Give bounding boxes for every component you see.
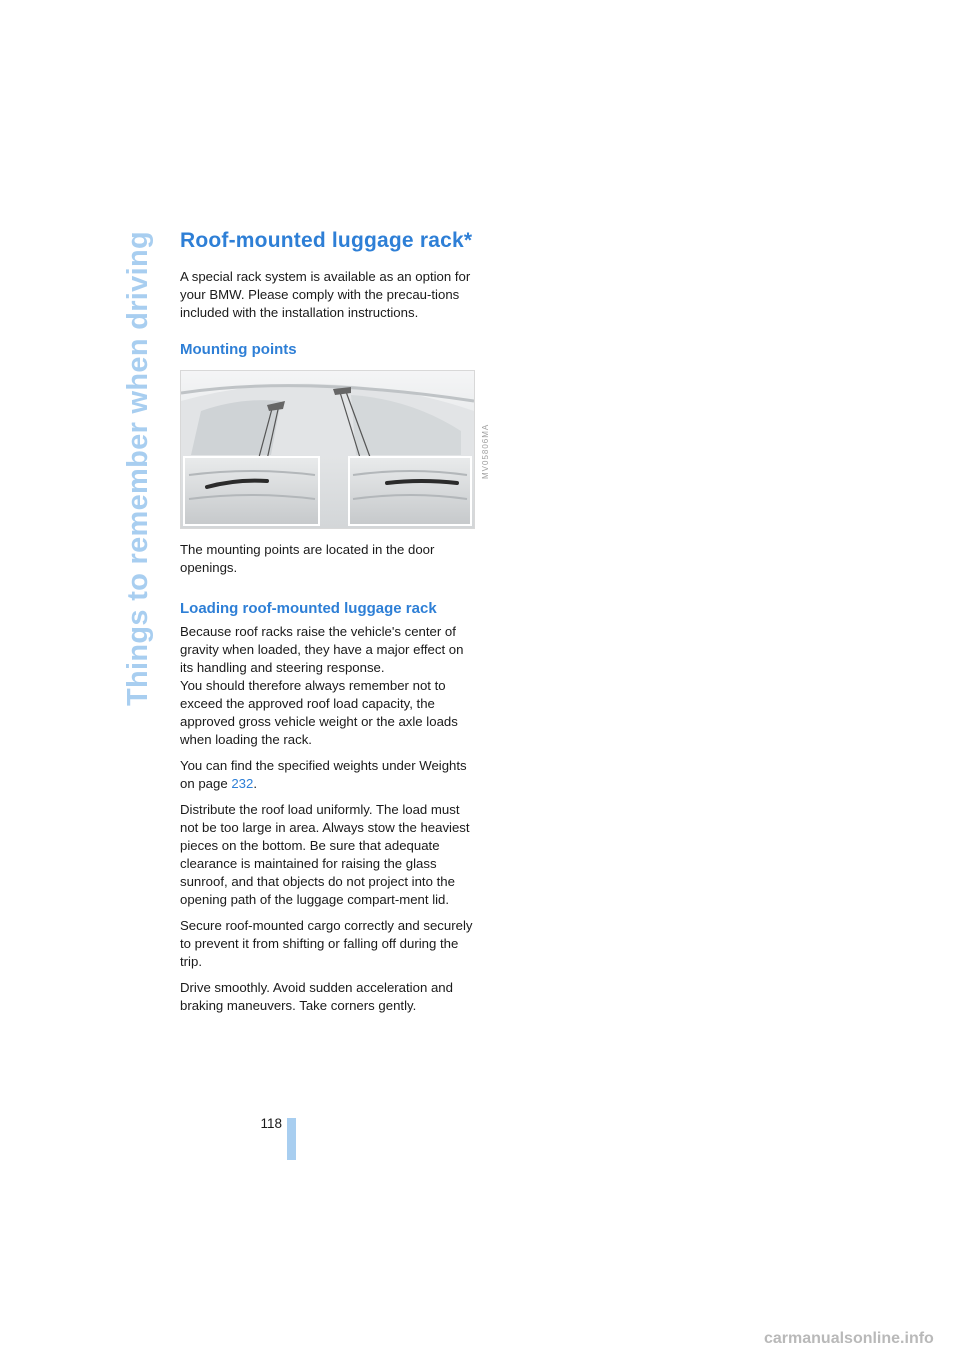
loading-heading: Loading roof-mounted luggage rack [180,600,437,617]
figure-code: MV05806MA [481,423,490,479]
weights-text-end: . [253,776,258,791]
page-232-link[interactable]: 232 [231,776,254,791]
intro-paragraph: A special rack system is available as an option for your BMW. Please comply with the precau-tions included with the installation instructions. [180,269,471,320]
chapter-side-title: Things to remember when driving [122,231,154,706]
loading-paragraph-5: Secure roof-mounted cargo correctly and securely to prevent it from shifting or falling off during the trip. [180,918,473,969]
section-title: Roof-mounted luggage rack* [180,229,473,252]
weights-text: You can find the specified weights under Weights on page [180,758,467,791]
mounting-points-illustration [180,370,490,529]
page-number: 118 [260,1116,282,1131]
main-content [180,226,490,1023]
mounting-points-heading: Mounting points [180,341,297,358]
car-roof-illustration [181,371,474,528]
loading-paragraph-3 [180,757,475,793]
page-marker-bar [287,1118,296,1160]
loading-paragraph-1: Because roof racks raise the vehicle's center of gravity when loaded, they have a major effect on its handling and steering response. [180,624,464,675]
mounting-caption: The mounting points are located in the door openings. [180,542,435,575]
loading-paragraph-6: Drive smoothly. Avoid sudden acceleration and braking maneuvers. Take corners gently. [180,980,453,1013]
watermark: carmanualsonline.info [764,1330,934,1347]
loading-paragraph-2: You should therefore always remember not to exceed the approved roof load capacity, the approved gross vehicle weight or the axle loads when loading the rack. [180,678,458,747]
loading-paragraph-4: Distribute the roof load uniformly. The load must not be too large in area. Always stow the heaviest pieces on the bottom. Be sure that adequate clearance is maintained for raising the glass sunroof, and that objects do not project into the opening path of the luggage compart-ment lid. [180,802,470,907]
